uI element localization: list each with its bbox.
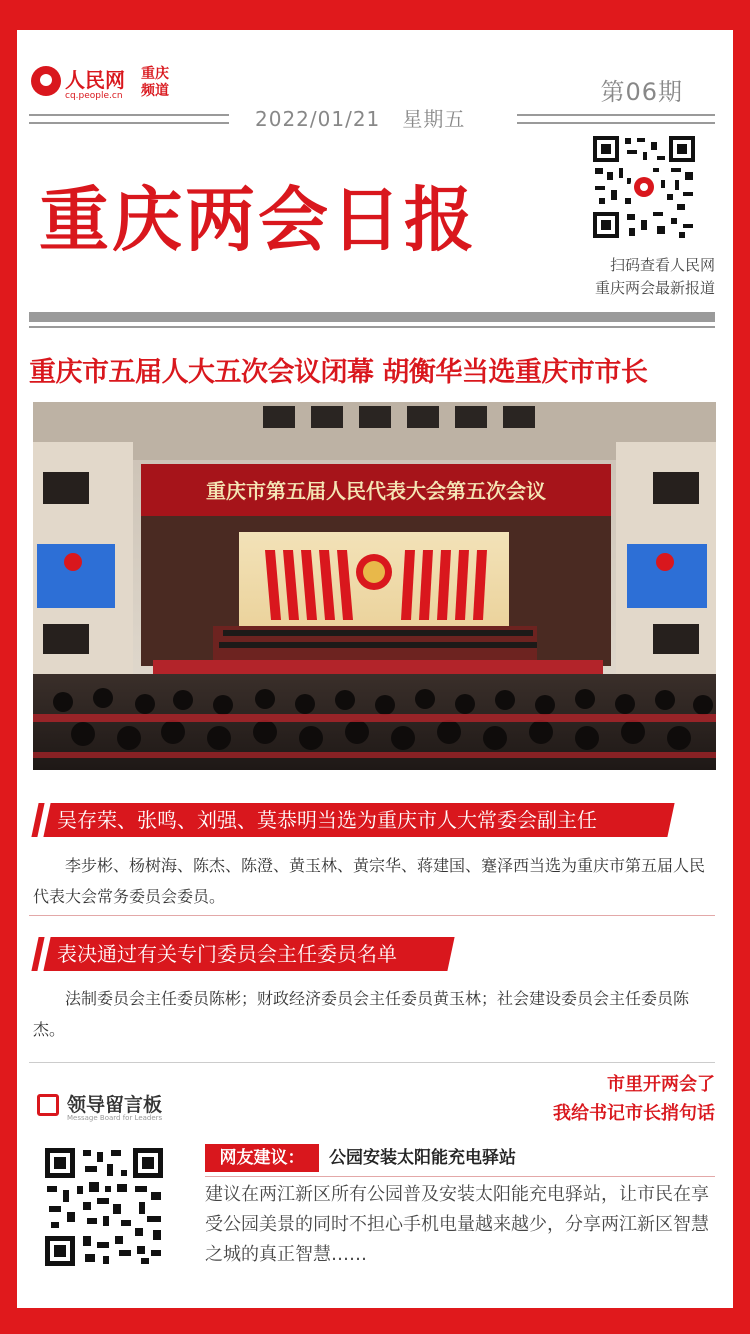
footer-separator bbox=[29, 1062, 715, 1063]
dateline bbox=[255, 103, 465, 132]
section-1-heading[interactable] bbox=[35, 803, 675, 837]
date: 2022/01/21 bbox=[255, 107, 381, 131]
section-1-heading-text: 吴存荣、张鸣、刘强、莫恭明当选为重庆市人大常委会副主任 bbox=[57, 808, 597, 832]
photo-banner-text: 重庆市第五届人民代表大会第五次会议 bbox=[206, 479, 546, 503]
suggestion-title[interactable]: 公园安装太阳能充电驿站 bbox=[329, 1148, 516, 1168]
divider-thick bbox=[29, 312, 715, 322]
message-board-icon bbox=[37, 1094, 59, 1116]
suggestion-rule bbox=[205, 1176, 715, 1177]
qr-caption bbox=[573, 254, 715, 300]
message-board-subtitle: Message Board for Leaders bbox=[67, 1114, 163, 1122]
newspaper-page bbox=[17, 30, 733, 1308]
divider-thin bbox=[29, 326, 715, 328]
headline[interactable]: 重庆市五届人大五次会议闭幕 胡衡华当选重庆市市长 bbox=[29, 357, 648, 388]
issue-number: 第06期 bbox=[600, 78, 683, 106]
weekday: 星期五 bbox=[402, 107, 466, 131]
suggestion-body: 建议在两江新区所有公园普及安装太阳能充电驿站，让市民在享受公园美景的同时不担心手机电量越来越少，分享两江新区智慧之城的真正智慧…… bbox=[205, 1184, 709, 1265]
header-rule-left bbox=[29, 114, 229, 124]
section-2-heading-text: 表决通过有关专门委员会主任委员名单 bbox=[57, 942, 397, 966]
message-board-name: 领导留言板 bbox=[67, 1094, 163, 1116]
section-1-body: 李步彬、杨树海、陈杰、陈澄、黄玉林、黄宗华、蒋建国、蹇泽西当选为重庆市第五届人民代表大会常务委员会委员。 bbox=[33, 856, 706, 906]
people-logo-icon bbox=[31, 66, 61, 96]
congress-hall-photo bbox=[33, 402, 716, 770]
slogan-line-1: 市里开两会了 bbox=[607, 1074, 715, 1095]
qr-caption-line-1: 扫码查看人民网 bbox=[609, 256, 715, 274]
message-board-logo[interactable] bbox=[37, 1088, 167, 1124]
people-logo[interactable] bbox=[31, 64, 191, 106]
section-1-rule bbox=[29, 915, 715, 916]
section-2-heading[interactable] bbox=[35, 937, 455, 971]
qr-code-bottom[interactable] bbox=[43, 1146, 165, 1268]
logo-name: 人民网 bbox=[65, 68, 125, 92]
slogan-line-2: 我给书记市长捎句话 bbox=[553, 1103, 715, 1124]
qr-caption-line-2: 重庆两会最新报道 bbox=[594, 279, 715, 297]
header-rule-right bbox=[517, 114, 715, 124]
qr-code-top[interactable] bbox=[591, 134, 697, 240]
masthead-title: 重庆两会日报 bbox=[39, 178, 477, 261]
footer-slogan bbox=[553, 1070, 715, 1128]
logo-url: cq.people.cn bbox=[65, 91, 123, 101]
logo-channel: 重庆频道 bbox=[141, 66, 169, 99]
section-2-body: 法制委员会主任委员陈彬；财政经济委员会主任委员黄玉林；社会建设委员会主任委员陈杰。 bbox=[33, 989, 690, 1039]
netizen-suggestion-tag: 网友建议： bbox=[205, 1144, 319, 1172]
